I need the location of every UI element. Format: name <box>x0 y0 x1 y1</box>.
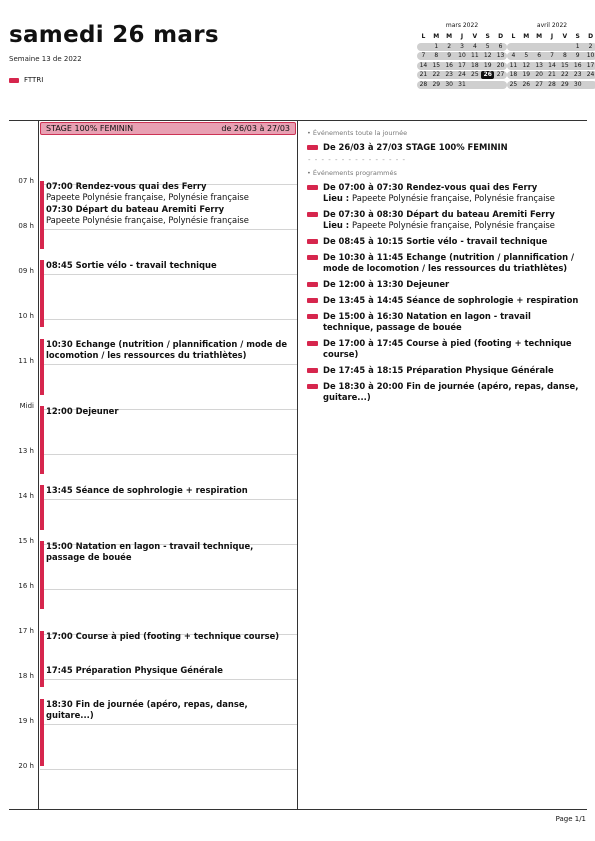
weekday-header: V <box>472 33 478 40</box>
mini-calendar-day[interactable]: 17 <box>458 61 466 69</box>
timeline-event-bar[interactable] <box>40 181 44 204</box>
mini-calendar-day[interactable]: 26 <box>522 80 531 88</box>
timeline-event-location: Papeete Polynésie française, Polynésie française <box>46 192 249 202</box>
weekday-header: S <box>575 33 580 40</box>
hour-gridline <box>40 364 297 365</box>
mini-calendar-empty-day <box>546 43 559 51</box>
scheduled-event-location: Lieu : Papeete Polynésie française, Polynésie française <box>323 192 555 203</box>
scheduled-event-text: De 10:30 à 11:45 Echange (nutrition / plannification / mode de locomotion / les ressources du triathlètes) <box>323 252 575 273</box>
scheduled-event-text: De 17:45 à 18:15 Préparation Physique Générale <box>323 365 554 375</box>
hour-label: 08 h <box>18 222 34 230</box>
mini-calendar-day[interactable]: 1 <box>434 42 439 50</box>
weekday-header: D <box>588 33 594 40</box>
scheduled-event-item[interactable] <box>307 381 582 403</box>
mini-calendar-day[interactable]: 30 <box>445 80 453 88</box>
scheduled-event-text: De 15:00 à 16:30 Natation en lagon - travail technique, passage de bouée <box>323 311 531 332</box>
hour-label: 13 h <box>18 447 34 455</box>
mini-calendar-day[interactable]: 2 <box>588 42 593 50</box>
mini-calendar-day[interactable]: 8 <box>562 52 567 59</box>
mini-calendar-day[interactable]: 2 <box>447 42 452 50</box>
hour-label: 10 h <box>18 312 34 320</box>
event-color-swatch <box>307 368 318 373</box>
scheduled-event-item[interactable] <box>307 252 582 274</box>
mini-calendar-day[interactable]: 14 <box>548 61 556 69</box>
scheduled-event-item[interactable] <box>307 279 582 290</box>
mini-calendar-empty-day <box>417 43 430 51</box>
hour-gridline <box>40 229 297 230</box>
hour-gridline <box>40 589 297 590</box>
mini-calendar-day[interactable]: 8 <box>434 52 439 59</box>
mini-calendar-day[interactable]: 11 <box>509 61 518 69</box>
timeline-event-title: 12:00 Dejeuner <box>46 406 119 416</box>
scheduled-event-text: De 07:00 à 07:30 Rendez-vous quai des Ferry Lieu : Papeete Polynésie française, Polynésie française <box>323 182 555 203</box>
timeline-event-title: 07:30 Départ du bateau Aremiti Ferry <box>46 203 225 214</box>
hour-label: 20 h <box>18 762 34 770</box>
scheduled-event-text: De 08:45 à 10:15 Sortie vélo - travail technique <box>323 236 548 246</box>
mini-calendar-empty-day <box>481 81 494 89</box>
timeline-event-bar[interactable] <box>40 541 44 609</box>
event-color-swatch <box>307 185 318 190</box>
mini-calendar-day[interactable]: 9 <box>447 52 452 59</box>
scheduled-event-text: De 07:30 à 08:30 Départ du bateau Aremiti Ferry Lieu : Papeete Polynésie française, Polynésie française <box>323 209 555 230</box>
event-color-swatch <box>307 314 318 319</box>
timeline-event-title: 17:45 Préparation Physique Générale <box>46 664 223 675</box>
mini-calendar-empty-day <box>494 81 507 89</box>
timeline-event[interactable] <box>46 339 294 361</box>
timeline-event-title: 15:00 Natation en lagon - travail technique, passage de bouée <box>46 541 254 562</box>
mini-calendar-april <box>507 22 595 89</box>
mini-calendar-day[interactable]: 24 <box>458 71 466 78</box>
mini-calendar-week <box>417 71 507 79</box>
mini-calendar-week <box>507 62 595 70</box>
allday-event-bar[interactable] <box>40 122 296 135</box>
weekday-header: S <box>485 33 490 40</box>
mini-calendar-day[interactable]: 4 <box>511 52 516 59</box>
mini-calendar-day[interactable]: 1 <box>575 42 580 50</box>
mini-calendar-day[interactable]: 13 <box>496 52 505 59</box>
hour-gridline <box>40 499 297 500</box>
timeline-event[interactable] <box>46 485 294 496</box>
timeline-event-bar[interactable] <box>40 406 44 474</box>
mini-calendar-day[interactable]: 10 <box>586 52 595 59</box>
weekday-header: J <box>550 33 554 40</box>
hour-label: 07 h <box>18 177 34 185</box>
timeline-event-title: 18:30 Fin de journée (apéro, repas, danse, guitare...) <box>46 698 248 720</box>
mini-calendar-week <box>507 81 595 89</box>
weekday-header: M <box>446 33 453 40</box>
mini-calendar-day[interactable]: 21 <box>419 71 428 78</box>
event-color-swatch <box>307 282 318 287</box>
event-color-swatch <box>307 212 318 217</box>
mini-calendar-day[interactable]: 28 <box>548 80 556 88</box>
mini-calendar-title: avril 2022 <box>536 22 568 29</box>
mini-calendar-day[interactable]: 29 <box>561 80 569 88</box>
weekday-header: D <box>498 33 504 40</box>
mini-calendar-day[interactable]: 29 <box>432 80 441 88</box>
scheduled-event-item[interactable] <box>307 365 582 376</box>
mini-calendar-day[interactable]: 27 <box>535 80 543 88</box>
mini-calendar-day[interactable]: 31 <box>458 80 466 88</box>
timeline-event[interactable] <box>46 181 294 203</box>
scheduled-event-item[interactable] <box>307 236 582 247</box>
timeline-event-bar[interactable] <box>40 260 44 328</box>
timeline-event-title: 08:45 Sortie vélo - travail technique <box>46 259 217 270</box>
mini-calendar-day[interactable]: 16 <box>573 61 582 69</box>
mini-calendar-day[interactable]: 6 <box>537 52 542 59</box>
weekday-header: J <box>460 33 464 40</box>
hour-gridline <box>40 679 297 680</box>
mini-calendar-day[interactable]: 5 <box>524 52 529 59</box>
mini-calendar-empty-day <box>520 43 533 51</box>
hour-label: 09 h <box>18 267 34 275</box>
allday-section-label: • Événements toute la journée <box>307 129 408 137</box>
scheduled-event-text: De 18:30 à 20:00 Fin de journée (apéro, repas, danse, guitare...) <box>323 381 579 402</box>
hour-label: 15 h <box>18 537 34 545</box>
mini-calendar-day[interactable]: 22 <box>561 71 569 78</box>
timeline-event-bar[interactable] <box>40 699 44 767</box>
timeline-event[interactable] <box>46 665 294 676</box>
timeline-event-location: Papeete Polynésie française, Polynésie française <box>46 214 249 225</box>
mini-calendar-empty-day <box>533 43 546 51</box>
mini-calendar-day[interactable]: 15 <box>432 61 441 69</box>
mini-calendar-title: mars 2022 <box>445 22 479 29</box>
hour-label: 18 h <box>18 672 34 680</box>
page-number: Page 1/1 <box>555 815 586 823</box>
weekday-header: M <box>536 33 543 40</box>
timeline-event-title: 07:00 Rendez-vous quai des Ferry <box>46 181 207 191</box>
weekday-header: M <box>523 33 530 40</box>
mini-calendar-day[interactable]: 9 <box>575 52 580 59</box>
timeline-event-bar[interactable] <box>40 665 44 688</box>
event-color-swatch <box>307 239 318 244</box>
scheduled-event-item[interactable] <box>307 209 582 231</box>
event-color-swatch <box>307 298 318 303</box>
mini-calendar-day[interactable]: 18 <box>471 61 479 69</box>
timeline-event[interactable] <box>46 260 294 271</box>
scheduled-event-item[interactable] <box>307 311 582 333</box>
mini-calendar-week <box>507 71 595 79</box>
mini-calendar-day[interactable]: 30 <box>573 80 582 88</box>
timeline-left-border <box>38 120 39 810</box>
allday-list-text: De 26/03 à 27/03 STAGE 100% FEMININ <box>323 142 508 152</box>
mini-calendar-empty-day <box>558 43 571 51</box>
mini-calendar-day[interactable]: 16 <box>445 61 453 69</box>
bottom-rule <box>9 809 587 810</box>
mini-calendar-day[interactable]: 4 <box>472 42 477 50</box>
hour-gridline <box>40 454 297 455</box>
event-color-swatch <box>307 341 318 346</box>
timeline-event-bar[interactable] <box>40 485 44 530</box>
mini-calendar-day[interactable]: 17 <box>586 61 595 69</box>
mini-calendar-day[interactable]: 19 <box>522 71 531 78</box>
mini-calendar-day[interactable]: 3 <box>460 42 464 50</box>
top-rule <box>9 120 587 121</box>
hour-gridline <box>40 319 297 320</box>
mini-calendar-week <box>417 52 507 60</box>
mini-calendar-day[interactable]: 20 <box>496 61 505 69</box>
mini-calendar-empty-day <box>584 81 595 89</box>
mini-calendar-week <box>417 62 507 70</box>
scheduled-event-text: De 17:00 à 17:45 Course à pied (footing + technique course) <box>323 338 572 359</box>
mini-calendar-day[interactable]: 13 <box>535 61 543 69</box>
weekday-header: V <box>562 33 568 40</box>
event-color-swatch <box>307 255 318 260</box>
timeline-event-bar[interactable] <box>40 631 44 665</box>
calendar-color-swatch <box>9 78 19 83</box>
week-label: Semaine 13 de 2022 <box>9 55 82 63</box>
scheduled-event-item[interactable] <box>307 182 582 204</box>
mini-calendar-week <box>507 43 595 51</box>
timeline-event[interactable] <box>46 204 294 226</box>
hour-gridline <box>40 769 297 770</box>
hour-label: 17 h <box>18 627 34 635</box>
mini-calendar-day[interactable]: 5 <box>485 42 490 50</box>
mini-calendar-day[interactable]: 23 <box>573 71 582 78</box>
mini-calendar-week <box>507 52 595 60</box>
mini-calendar-day[interactable]: 15 <box>561 61 569 69</box>
mini-calendar-day[interactable]: 7 <box>421 52 426 59</box>
mini-calendar-day[interactable]: 25 <box>509 80 518 88</box>
hour-label: Midi <box>19 402 34 410</box>
scheduled-section-label: • Événements programmés <box>307 169 397 177</box>
mini-calendar-day[interactable]: 14 <box>419 61 428 69</box>
scheduled-event-item[interactable] <box>307 338 582 360</box>
mini-calendar-day[interactable]: 28 <box>419 80 428 88</box>
event-color-swatch <box>307 145 318 150</box>
section-separator: - - - - - - - - - - - - - - - <box>308 156 407 164</box>
scheduled-event-item[interactable] <box>307 295 582 306</box>
timeline-event-bar[interactable] <box>40 339 44 395</box>
mini-calendar-day[interactable]: 25 <box>471 71 479 78</box>
mini-calendar-day[interactable]: 23 <box>445 71 453 78</box>
timeline-event-title: 13:45 Séance de sophrologie + respiration <box>46 484 248 495</box>
timeline-event-title: 10:30 Echange (nutrition / plannification / mode de locomotion / les ressources du triathlètes) <box>46 338 288 360</box>
allday-event-title: STAGE 100% FEMININ <box>46 124 134 133</box>
mini-calendar-day[interactable]: 12 <box>483 52 492 59</box>
timeline-event[interactable] <box>46 631 294 642</box>
weekday-header: L <box>511 33 516 40</box>
mini-calendar-empty-day <box>468 81 481 89</box>
weekday-header: M <box>433 33 440 40</box>
mini-calendar-week <box>417 81 507 89</box>
mini-calendar-day[interactable]: 18 <box>509 71 518 78</box>
timeline-event[interactable] <box>46 406 294 417</box>
timeline-right-border <box>297 120 298 810</box>
mini-calendar-day[interactable]: 10 <box>458 52 466 59</box>
weekday-header: L <box>421 33 426 40</box>
hour-label: 11 h <box>18 357 34 365</box>
hour-label: 19 h <box>18 717 34 725</box>
mini-calendar-march <box>417 22 507 89</box>
calendar-name: FTTRI <box>24 76 44 84</box>
event-color-swatch <box>307 384 318 389</box>
scheduled-event-text: De 13:45 à 14:45 Séance de sophrologie + respiration <box>323 295 579 305</box>
mini-calendar-week <box>417 43 507 51</box>
mini-calendar-day[interactable]: 11 <box>471 52 479 59</box>
mini-calendar-day[interactable]: 12 <box>522 61 531 69</box>
hour-gridline <box>40 724 297 725</box>
hour-label: 16 h <box>18 582 34 590</box>
mini-calendar-day[interactable]: 24 <box>586 71 595 78</box>
page-title: samedi 26 mars <box>9 22 219 48</box>
mini-calendar-day[interactable]: 26 <box>481 71 494 79</box>
mini-calendar-day[interactable]: 21 <box>548 71 556 78</box>
mini-calendar-empty-day <box>507 43 520 51</box>
timeline-event[interactable] <box>46 541 294 563</box>
timeline-event[interactable] <box>46 699 294 721</box>
mini-calendar-day[interactable]: 20 <box>535 71 543 78</box>
calendar-legend <box>9 76 43 84</box>
scheduled-event-location: Lieu : Papeete Polynésie française, Polynésie française <box>323 219 555 230</box>
hour-gridline <box>40 274 297 275</box>
mini-calendar-day[interactable]: 6 <box>498 42 503 50</box>
mini-calendar-day[interactable]: 27 <box>496 71 505 78</box>
timeline-event-bar[interactable] <box>40 204 44 249</box>
allday-event-range: de 26/03 à 27/03 <box>221 124 290 133</box>
mini-calendar-day[interactable]: 7 <box>550 52 554 59</box>
timeline-event-title: 17:00 Course à pied (footing + technique course) <box>46 631 280 641</box>
hour-label: 14 h <box>18 492 34 500</box>
mini-calendar-day[interactable]: 19 <box>483 61 492 69</box>
mini-calendar-day[interactable]: 22 <box>432 71 441 78</box>
scheduled-event-text: De 12:00 à 13:30 Dejeuner <box>323 279 450 289</box>
allday-list-item[interactable] <box>307 142 582 153</box>
